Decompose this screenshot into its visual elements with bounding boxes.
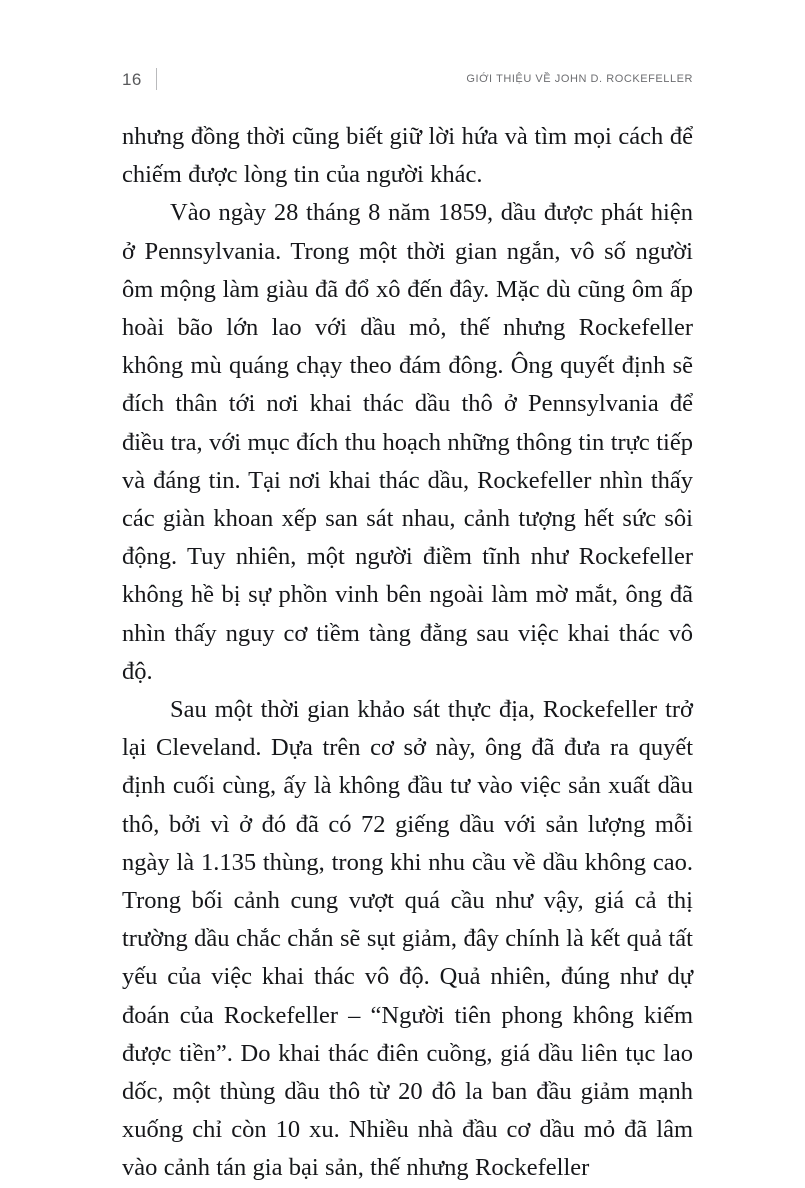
running-header — [122, 62, 693, 96]
paragraph-oil-discovery: Vào ngày 28 tháng 8 năm 1859, dầu được phát hiện ở Pennsylvania. Trong một thời gian ngắn, vô số người ôm mộng làm giàu đã đổ xô đến đây. Mặc dù cũng ôm ấp hoài bão lớn lao với dầu mỏ, thế nhưng Rockefeller không mù quáng chạy theo đám đông. Ông quyết định sẽ đích thân tới nơi khai thác dầu thô ở Pennsylvania để điều tra, với mục đích thu hoạch những thông tin trực tiếp và đáng tin. Tại nơi khai thác dầu, Rockefeller nhìn thấy các giàn khoan xếp san sát nhau, cảnh tượng hết sức sôi động. Tuy nhiên, một người điềm tĩnh như Rockefeller không hề bị sự phồn vinh bên ngoài làm mờ mắt, ông đã nhìn thấy nguy cơ tiềm tàng đằng sau việc khai thác vô độ. — [122, 199, 693, 685]
page-number: 16 — [122, 69, 142, 89]
body-text-column — [122, 118, 693, 1188]
header-divider-rule — [156, 68, 157, 90]
folio-group — [122, 62, 157, 96]
paragraph-cleveland-decision: Sau một thời gian khảo sát thực địa, Rockefeller trở lại Cleveland. Dựa trên cơ sở này, ông đã đưa ra quyết định cuối cùng, ấy là không đầu tư vào việc sản xuất dầu thô, bởi vì ở đó đã có 72 giếng dầu với sản lượng mỗi ngày là 1.135 thùng, trong khi nhu cầu về dầu không cao. Trong bối cảnh cung vượt quá cầu như vậy, giá cả thị trường dầu chắc chắn sẽ sụt giảm, đây chính là kết quả tất yếu của việc khai thác vô độ. Quả nhiên, đúng như dự đoán của Rockefeller – “Người tiên phong không kiếm được tiền”. Do khai thác điên cuồng, giá dầu liên tục lao dốc, một thùng dầu thô từ 20 đô la ban đầu giảm mạnh xuống chỉ còn 10 xu. Nhiều nhà đầu cơ dầu mỏ đã lâm vào cảnh tán gia bại sản, thế nhưng Rockefeller — [122, 696, 693, 1182]
paragraph-continued: nhưng đồng thời cũng biết giữ lời hứa và tìm mọi cách để chiếm được lòng tin của người khác. — [122, 123, 693, 189]
running-head-title: GIỚI THIỆU VỀ JOHN D. ROCKEFELLER — [466, 72, 693, 85]
